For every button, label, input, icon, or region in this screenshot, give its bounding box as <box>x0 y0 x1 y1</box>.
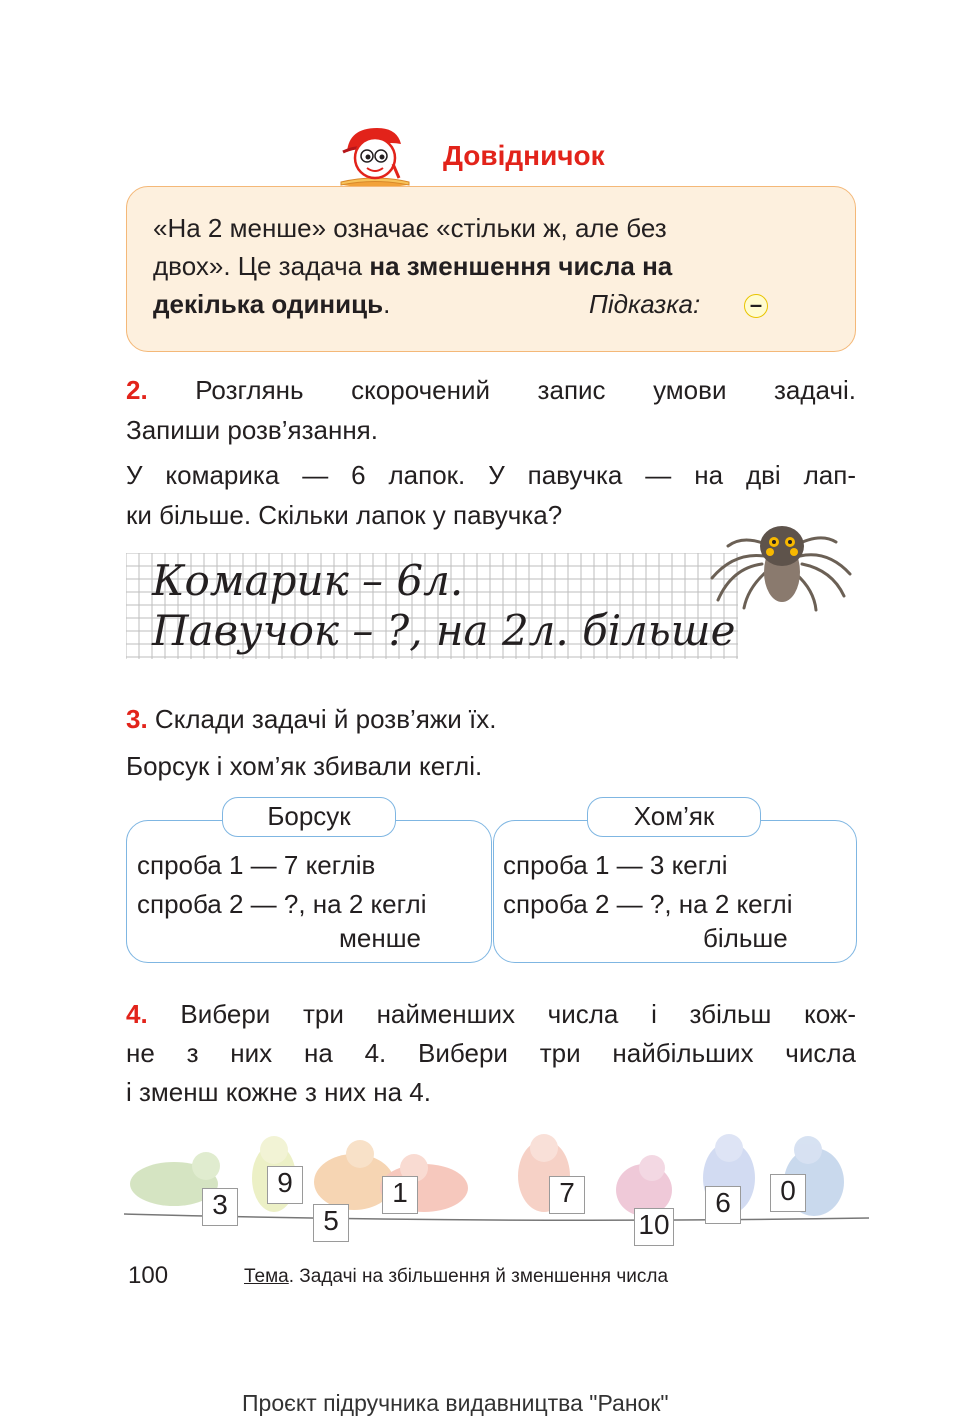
number-card: 10 <box>634 1208 674 1246</box>
number-card: 7 <box>549 1176 585 1214</box>
badger-row-3: менше <box>339 923 422 953</box>
page-number: 100 <box>128 1262 169 1289</box>
publisher-note: Проєкт підручника видавництва "Ранок" <box>242 1390 669 1416</box>
reference-line-2: двох». Це задача на зменшення числа на <box>153 251 673 281</box>
hamster-row-3: більше <box>703 923 788 953</box>
task2-story-line-2: ки більше. Скільки лапок у павучка? <box>126 500 563 530</box>
badger-row-1: спроба 1 — 7 кеглів <box>137 850 376 880</box>
reference-box <box>126 186 856 352</box>
task3-line-1: 3. Склади задачі й розв’яжи їх. <box>126 704 497 734</box>
number-card: 3 <box>202 1188 238 1226</box>
handwritten-line-2: Павучок – ?, на 2л. більше <box>152 606 736 655</box>
number-card: 1 <box>382 1176 418 1214</box>
spider-icon <box>704 516 858 612</box>
reference-line-1: «На 2 менше» означає «стільки ж, але без <box>153 213 667 243</box>
number-card: 5 <box>313 1204 349 1242</box>
task2-story-line-1: У комарика — 6 лапок. У павучка — на дві лап- <box>126 460 856 490</box>
task2-number: 2. <box>126 375 148 405</box>
hamster-row-1: спроба 1 — 3 кеглі <box>503 850 728 880</box>
badger-row-2: спроба 2 — ?, на 2 кеглі <box>137 889 427 919</box>
task3-line-2: Борсук і хом’як збивали кеглі. <box>126 751 483 781</box>
topic-label: Тема <box>244 1266 289 1287</box>
topic-line: Тема. Задачі на збільшення й зменшення числа <box>244 1266 669 1287</box>
task4-number: 4. <box>126 999 148 1029</box>
hint-minus-badge: – <box>744 294 768 318</box>
hamster-row-2: спроба 2 — ?, на 2 кеглі <box>503 889 793 919</box>
hint-label: Підказка: <box>589 289 701 319</box>
reference-title: Довідничок <box>443 140 605 171</box>
task3-number: 3. <box>126 704 148 734</box>
handwritten-line-1: Комарик – 6л. <box>152 556 464 605</box>
task2-line-1: 2. Розглянь скорочений запис умови задачі. <box>126 375 856 405</box>
task4-line-2: не з них на 4. Вибери три найбільших числа <box>126 1038 856 1068</box>
number-card: 0 <box>770 1174 806 1212</box>
reference-bold-2: декілька одиниць <box>153 289 384 319</box>
hamster-box-title: Хом’як <box>587 797 761 837</box>
task2-line-2: Запиши розв’язання. <box>126 415 378 445</box>
task4-line-1: 4. Вибери три найменших числа і збільш кож- <box>126 999 856 1029</box>
reference-line-3: декілька одиниць. Підказка: – <box>153 285 829 323</box>
number-card: 6 <box>705 1186 741 1224</box>
mascot-reading-icon <box>335 122 415 188</box>
reference-bold-1: на зменшення числа на <box>369 251 673 281</box>
badger-box-title: Борсук <box>222 797 396 837</box>
task4-line-3: і зменш кожне з них на 4. <box>126 1077 431 1107</box>
number-card: 9 <box>267 1166 303 1204</box>
